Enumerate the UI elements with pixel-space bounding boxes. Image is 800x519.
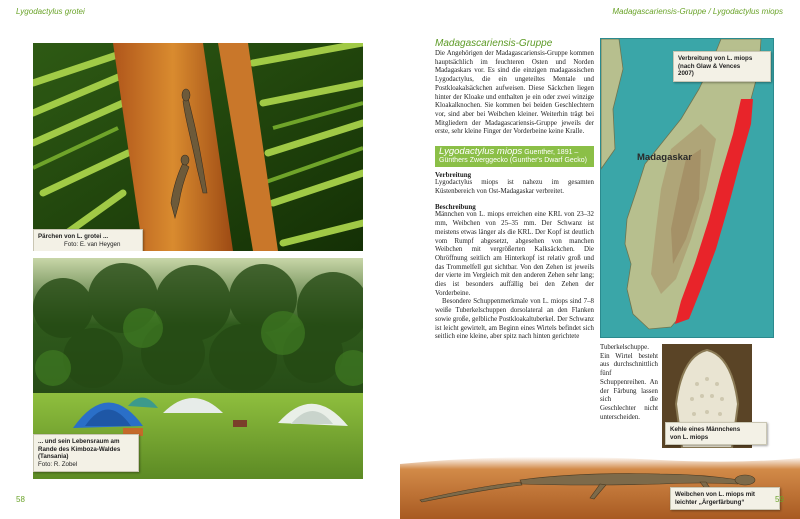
distribution-map [600, 38, 774, 338]
beschreibung-text-3: Tuberkelschuppe. Ein Wirtel besteht aus durchschnittlich fünf Schuppenreihen. An der Färbung lassen sich die Geschlechter nicht unterscheiden. [600, 344, 658, 421]
right-page-number: 59 [775, 495, 784, 504]
gecko-caption [670, 487, 780, 510]
palm-photo-illustration [33, 43, 363, 251]
photo2-caption-line1: ... und sein Lebensraum am [38, 438, 120, 445]
section-intro-paragraph: Die Angehörigen der Madagascariensis-Gruppe kommen hauptsächlich im feuchteren Osten und Norden Madagaskars vor. Es sind die einzigen madagassischen Lygodactylus, die ein ungeteiltes Mentale und Postkloakalsäckchen aufweisen. Diese Säckchen liegen hinter der Kloake und enthalten je ein oder zwei winzige Kloakalknochen. Sie kommen bei beiden Geschlechtern vor, sind aber bei Weibchen kleiner. Weiterhin trägt bei Mitgliedern der Madagascariensis-Gruppe jeweils der erste, sehr kleine Finger der Vorderbeine keine Kralle. [435, 50, 594, 136]
throat-caption [665, 422, 767, 445]
beschreibung-text-2: Besondere Schuppenmerkmale von L. miops sind 7–8 weiße Tuberkelschuppen dorsolateral an den Flanken sowie große, gelbliche Postkloakaltuberkel. Der Schwanz ist leicht gewirtelt, am Beginn eines Wirtels befindet sich seitlich eine kleine, aber spitz nach hinten gerichtete [435, 298, 595, 341]
left-page-number: 58 [16, 495, 25, 504]
photo1-caption-credit: Foto: E. van Heygen [64, 240, 121, 248]
photo2-caption-credit: Foto: R. Zobel [38, 460, 78, 468]
section-title: Madagascariensis-Gruppe [435, 38, 553, 49]
map-caption-line2: (nach Glaw & Vences [678, 62, 741, 70]
species-title-bar [435, 146, 594, 167]
map-caption-line3: 2007) [678, 70, 694, 78]
beschreibung-text: Männchen von L. miops erreichen eine KRL von 23–32 mm, Weibchen von 25–35 mm. Der Schwanz ist meistens etwas länger als die KRL. Der Kopf ist deutlich vom Rumpf abgesetzt, abgesehen von manchen Weibchen mit vergrößerten Kalksäckchen. Die Ohröffnung seitlich am Hinterkopf ist relativ groß und das Trommelfell gut sichtbar. Von den Zehen ist jeweils der vierte im Vergleich mit den anderen Zehen sehr lang; dies ist besonders auffällig bei den Zehen der Vorderbeine. [435, 211, 594, 297]
map-label-madagaskar: Madagaskar [637, 152, 692, 163]
photo2-caption [33, 434, 139, 472]
throat-caption-line2: von L. miops [670, 433, 709, 441]
species-name: Lygodactylus miops [439, 146, 523, 158]
gecko-caption-line2: leichter „Ärgerfärbung“ [675, 498, 745, 506]
photo2-caption-line3: (Tansania) [38, 453, 69, 461]
species-author: Guenther, 1891 – Günthers Zwerggecko (Gunther's Dwarf Gecko) [439, 149, 588, 165]
photo1-caption-title: Pärchen von L. grotei ... [38, 233, 109, 240]
gecko-caption-line1: Weibchen von L. miops mit [675, 491, 755, 498]
map-caption [673, 51, 771, 82]
left-running-header: Lygodactylus grotei [16, 7, 85, 16]
text-column [435, 38, 594, 342]
map-illustration [601, 39, 773, 337]
map-caption-line1: Verbreitung von L. miops [678, 55, 753, 62]
photo-habitat-campsite [33, 258, 363, 479]
photo2-caption-line2: Rande des Kimboza-Waldes [38, 445, 121, 453]
photo-geckos-on-palm [33, 43, 363, 251]
beschreibung-heading: Beschreibung [435, 203, 476, 212]
verbreitung-heading: Verbreitung [435, 171, 472, 180]
right-running-header: Madagascariensis-Gruppe / Lygodactylus miops [612, 7, 783, 16]
throat-caption-line1: Kehle eines Männchens [670, 426, 741, 433]
verbreitung-text: Lygodactylus miops ist nahezu im gesamten Küstenbereich von Ost-Madagaskar verbreitet. [435, 179, 594, 195]
photo1-caption [33, 229, 143, 251]
